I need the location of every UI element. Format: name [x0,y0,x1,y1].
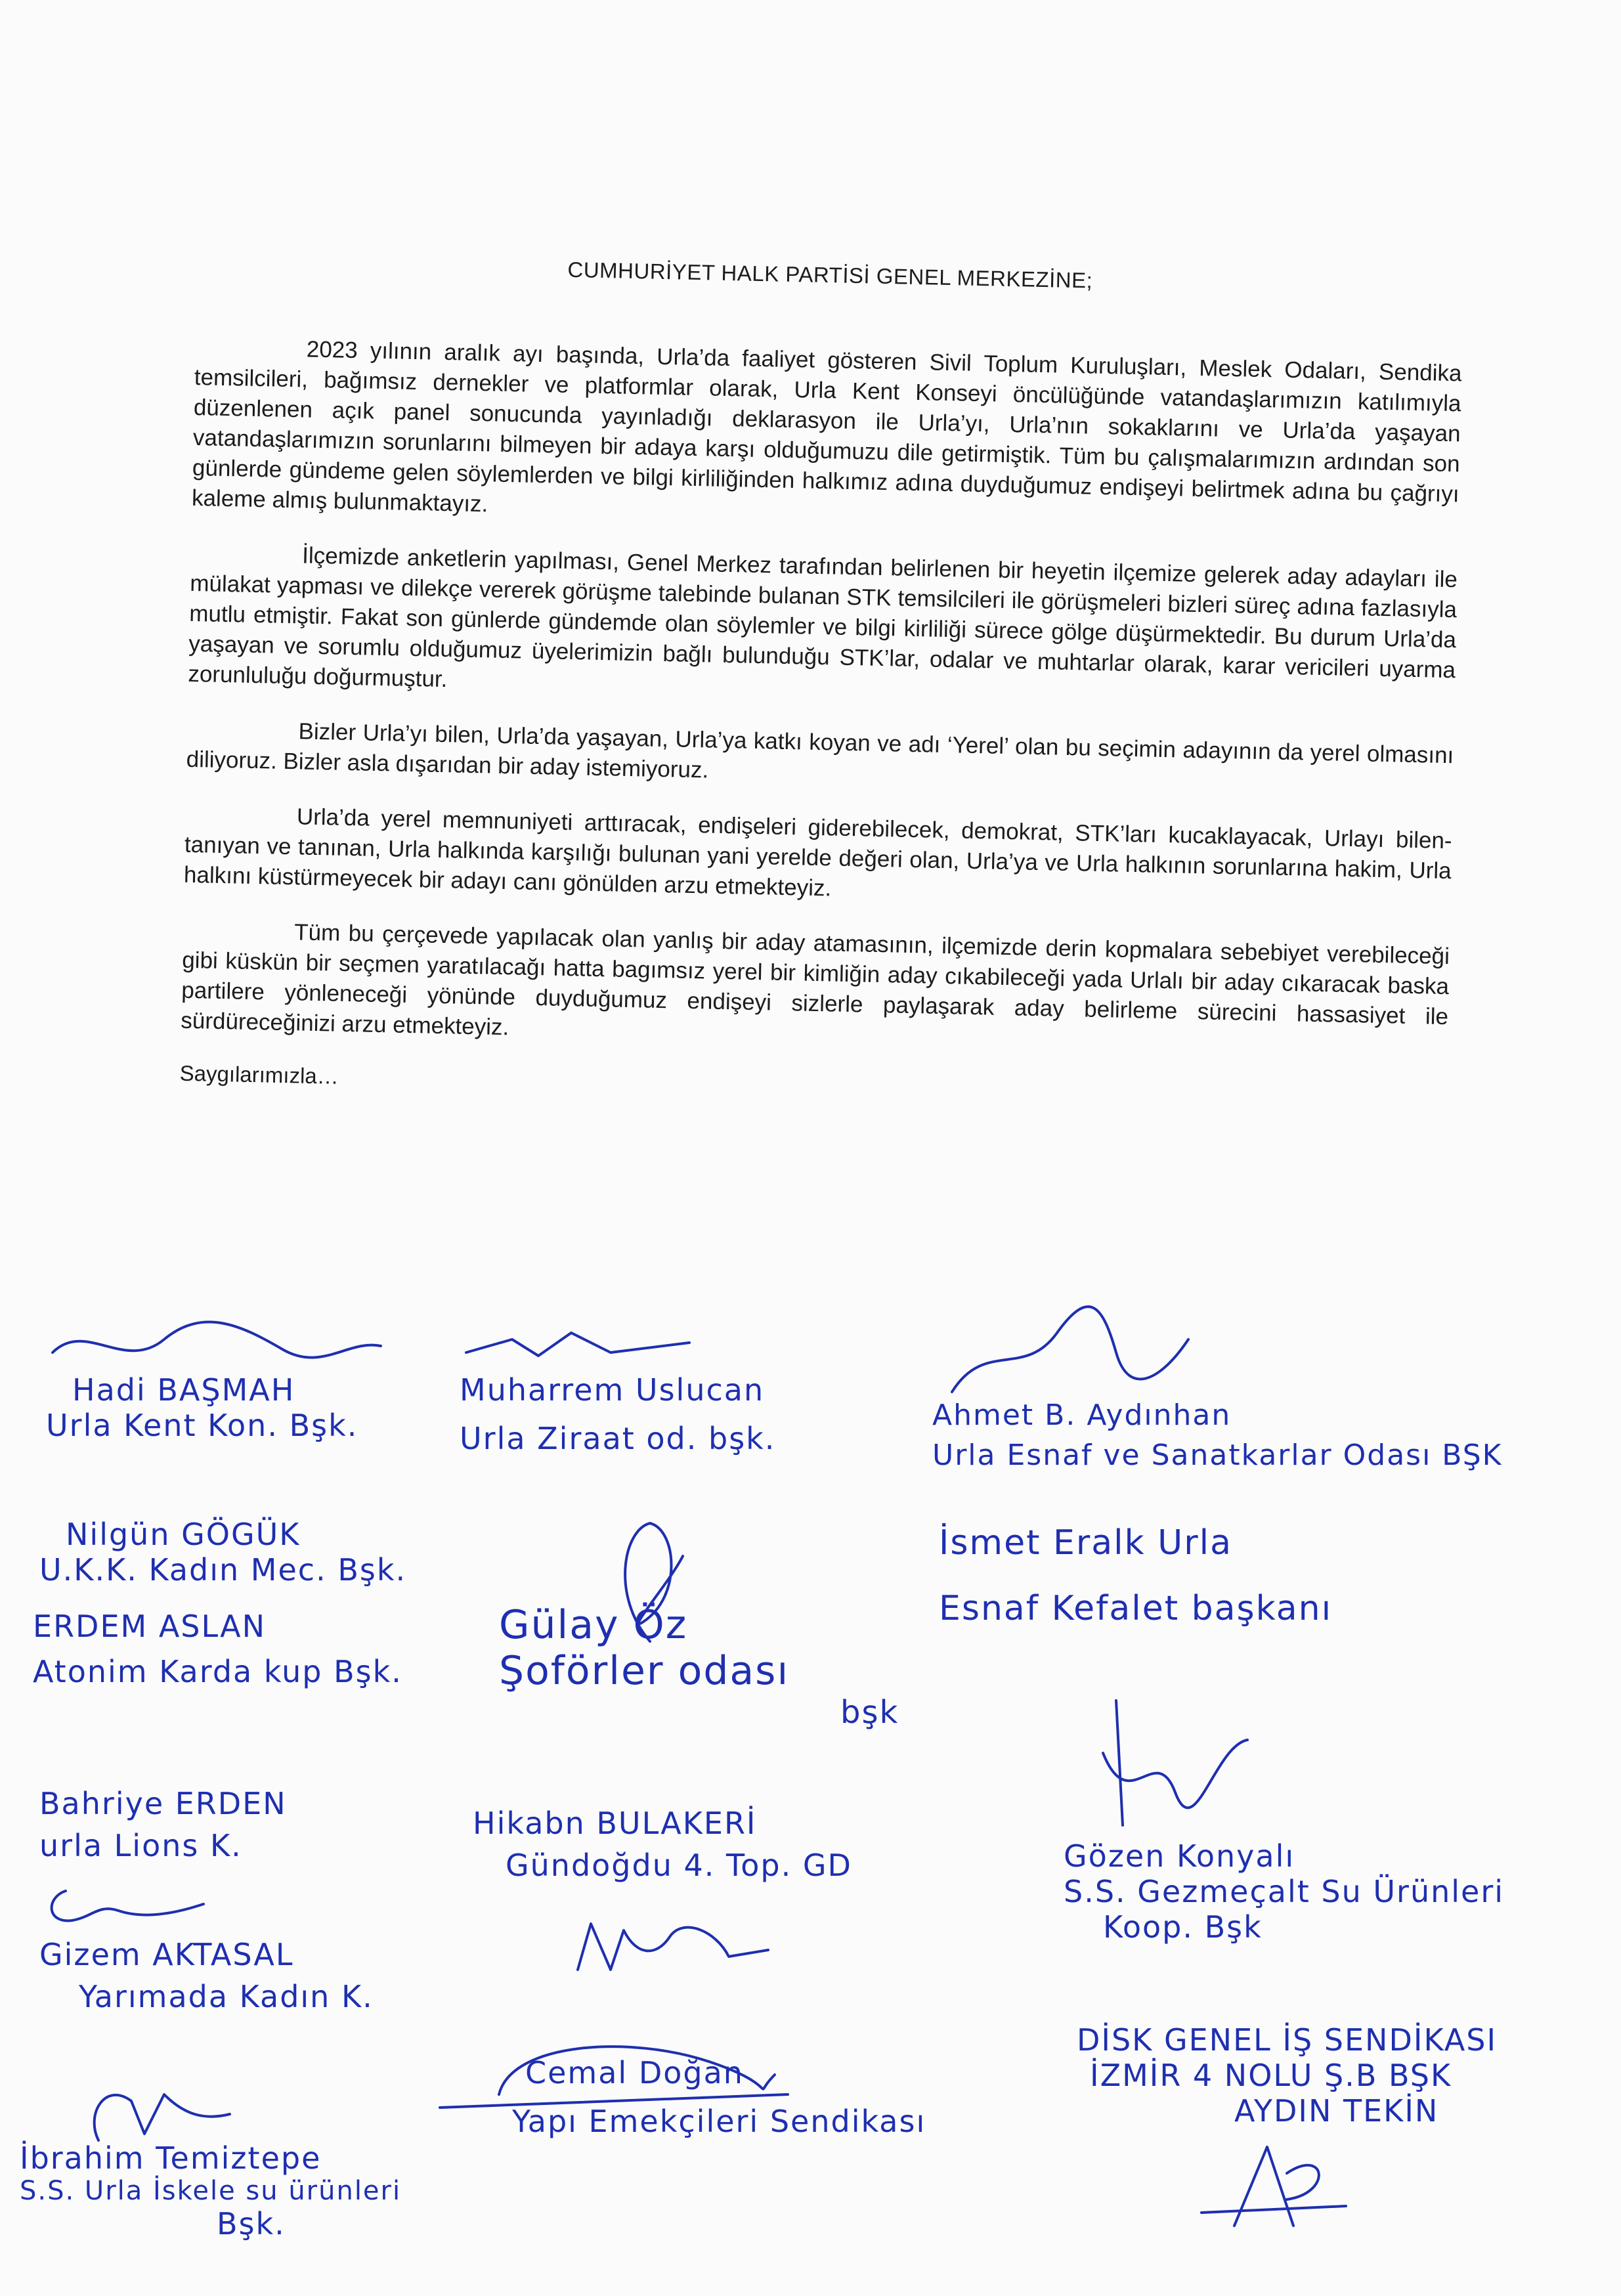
closing-text: Saygılarımızla… [179,1060,339,1089]
paragraph: 2023 yılının aralık ayı başında, Urla’da faaliyet gösteren Sivil Toplum Kuruluşları, Meslek Odaları, Sendika temsilcileri, bağımsız dernekler ve platformlar olarak, Urla Kent Konseyi öncülüğünde vatandaşlarımızın katılımıyla düzenlenen açık panel sonucunda yayınladığı deklarasyon ile Urla’yı, Urla’nın sokaklarını ve Urla’da yaşayan vatandaşlarımızın sorunlarını bilmeyen bir adaya karşı olduğumuzu dile getirmiştik. Tüm bu çalışmalarımızın ardından son günlerde gündeme gelen söylemlerden ve bilgi kirliliğinden halkımız adına duyduğumuz endişeyi belirtmek adına bu çağrıyı kaleme almış bulunmaktayız. [191,336,1462,517]
signature-block: Hadi BAŞMAH Urla Kent Kon. Bşk. [46,1339,358,1443]
signature-scribble [46,1313,387,1379]
signature-block: Muharrem Uslucan Urla Ziraat od. bşk. [460,1372,775,1456]
signature-block: Gözen Konyalı S.S. Gezmeçalt Su Ürünleri Koop. Bşk [1064,1838,1504,1945]
paragraph: İlçemizde anketlerin yapılması, Genel Merkez tarafından belirlenen bir heyetin ilçemize gelerek aday adayları ile mülakat yapması ve dilekçe vererek görüşme talebinde bulanan STK temsilcileri ile görüşmeleri bizleri süreç adına fazlasıyla mutlu etmiştir. Fakat son günlerde gündemde olan söylemler ve bilgi kirliliği sürece gölge düşürmektedir. Bu durum Urla’da yaşayan ve sorumlu olduğumuz üyelerimizin bağlı bulunduğu STK’lar, odalar ve muhtarlar olarak, karar vericileri uyarma zorunluluğu doğurmuştur. [188,542,1458,693]
signature-block: Hikabn BULAKERİ Gündoğdu 4. Top. GD [473,1806,852,1883]
signature-block: Ahmet B. Aydınhan Urla Esnaf ve Sanatkarlar Odası BŞK [932,1398,1503,1472]
paragraph: Urla’da yerel memnuniyeti arttıracak, endişeleri giderebilecek, demokrat, STK’ları kucaklayacak, Urlayı bilen-tanıyan ve tanınan, Urla halkında karşılığı bulunan yani yerelde değeri olan, Urla’ya ve Urla halkının sorunlarına hakim, Urla halkını küstürmeyecek bir adayı canı gönülden arzu etmekteyiz. [183,804,1452,901]
signature-block: Cemal Doğan Yapı Emekçileri Sendikası [486,2055,926,2139]
signature-scribble [945,1300,1195,1405]
letter-title: CUMHURİYET HALK PARTİSİ GENEL MERKEZİNE; [567,257,1093,293]
signature-block: İbrahim Temiztepe S.S. Urla İskele su ürünleri Bşk. [20,2081,401,2242]
signature-scribble [46,1884,217,1930]
signature-scribble [433,2035,801,2121]
paragraph: Bizler Urla’yı bilen, Urla’da yaşayan, Urla’ya katkı koyan ve adı ‘Yerel’ olan bu seçimin adayının da yerel olmasını diliyoruz. Bizler asla dışarıdan bir aday istemiyoruz. [186,718,1454,783]
signature-block: Gizem AKTASAL Yarımada Kadın K. [39,1891,374,2014]
signature-block: İsmet Eralk Urla Esnaf Kefalet başkanı [939,1523,1333,1628]
signature-scribble [571,1911,781,1976]
signature-block: DİSK GENEL İŞ SENDİKASI İZMİR 4 NOLU Ş.B BŞK AYDIN TEKİN [1077,2022,1497,2129]
signature-scribble [460,1320,696,1372]
signature-block: ERDEM ASLAN Atonim Karda kup Bşk. [33,1609,402,1689]
paragraph: Tüm bu çerçevede yapılacak olan yanlış bir aday atamasının, ilçemizde derin kopmalara sebebiyet verebileceği gibi küskün bir seçmen yaratılacağı hatta bagımsız yerel bir kimliğin aday cıkabileceği yada Urlalı bir aday cıkaracak baska partilere yönleneceği yönünde duyduğumuz endişeyi sizlerle paylaşarak aday belirleme sürecini hassasiyet ile sürdüreceğinizi arzu etmekteyiz. [180,919,1450,1041]
signature-block: Nilgün GÖGÜK U.K.K. Kadın Mec. Bşk. [39,1517,407,1588]
signature-block: Gülay Öz Şoförler odası bşk [499,1602,899,1731]
signature-scribble [1064,1687,1261,1832]
letter-body [179,249,1463,1112]
signature-scribble [79,2075,236,2147]
signature-block: Bahriye ERDEN urla Lions K. [39,1786,287,1863]
signature-scribble [597,1517,702,1648]
signature-scribble [1195,2134,1352,2232]
